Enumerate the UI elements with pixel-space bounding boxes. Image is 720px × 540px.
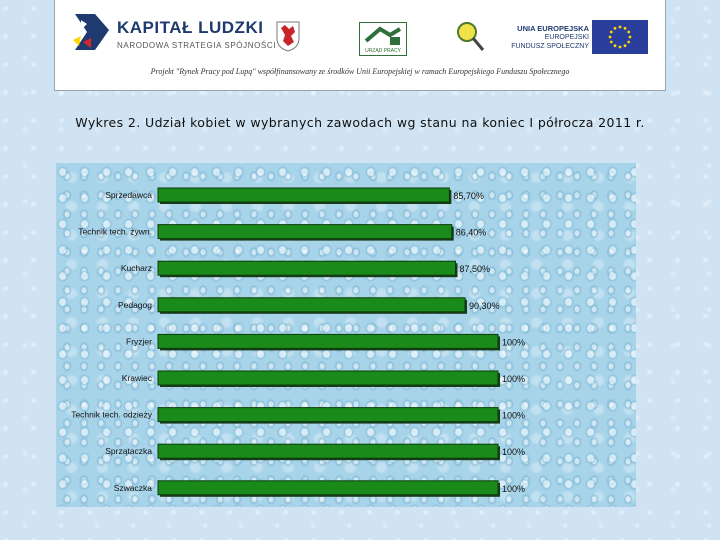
urzad-pracy-logo xyxy=(359,22,407,56)
kapital-ludzki-title: KAPITAŁ LUDZKI xyxy=(117,18,264,37)
value-label: 86,40% xyxy=(455,227,487,238)
header-banner xyxy=(54,0,666,91)
project-line: Projekt "Rynek Pracy pod Lupą" współfinansowany ze środków Unii Europejskiej w ramach Europejskiego Funduszu Społecznego xyxy=(150,67,570,76)
category-label: Fryzjer xyxy=(126,336,152,347)
category-label: Sprzątaczka xyxy=(105,446,152,457)
urzad-pracy-label: URZĄD PRACY xyxy=(365,48,401,54)
bar xyxy=(158,371,498,385)
value-label: 100% xyxy=(502,337,526,348)
value-label: 100% xyxy=(502,410,526,421)
eu-line-3: FUNDUSZ SPOŁECZNY xyxy=(511,43,589,50)
category-label: Sprzedawca xyxy=(105,190,152,200)
category-label: Kucharz xyxy=(120,263,152,274)
urzad-pracy-arrow-icon xyxy=(360,23,406,47)
eu-flag-icon xyxy=(592,20,648,54)
bar-chart xyxy=(56,163,636,507)
kapital-ludzki-logo xyxy=(69,10,277,56)
kapital-ludzki-subtitle: NARODOWA STRATEGIA SPÓJNOŚCI xyxy=(117,41,277,50)
value-label: 100% xyxy=(502,447,526,458)
value-label: 100% xyxy=(502,374,526,384)
category-label: Technik tech. żywn. xyxy=(78,226,152,237)
eu-line-2: EUROPEJSKI xyxy=(544,34,589,41)
category-label: Krawiec xyxy=(121,373,152,383)
value-label: 90,30% xyxy=(469,300,500,311)
chart-plot-area xyxy=(56,163,636,507)
chart-title: Wykres 2. Udział kobiet w wybranych zawodach wg stanu na koniec I półrocza 2011 r. xyxy=(75,115,645,130)
bar xyxy=(158,334,498,348)
magnifier-logo-icon xyxy=(453,20,487,56)
category-label: Szwaczka xyxy=(113,482,152,493)
bar xyxy=(158,298,465,312)
bar xyxy=(158,408,498,422)
category-label: Pedagog xyxy=(117,299,152,310)
eu-line-1: UNIA EUROPEJSKA xyxy=(517,24,589,33)
bar xyxy=(158,188,449,202)
bar xyxy=(158,481,498,495)
region-crest-icon xyxy=(275,20,301,52)
category-label: Technik tech. odzieży xyxy=(71,409,152,420)
value-label: 87,50% xyxy=(459,264,491,275)
bar xyxy=(158,444,498,458)
kapital-ludzki-emblem-icon xyxy=(69,10,109,56)
bar xyxy=(158,225,452,239)
value-label: 85,70% xyxy=(453,191,484,201)
value-label: 100% xyxy=(502,483,526,494)
bar xyxy=(158,261,456,275)
eu-text xyxy=(503,24,589,51)
